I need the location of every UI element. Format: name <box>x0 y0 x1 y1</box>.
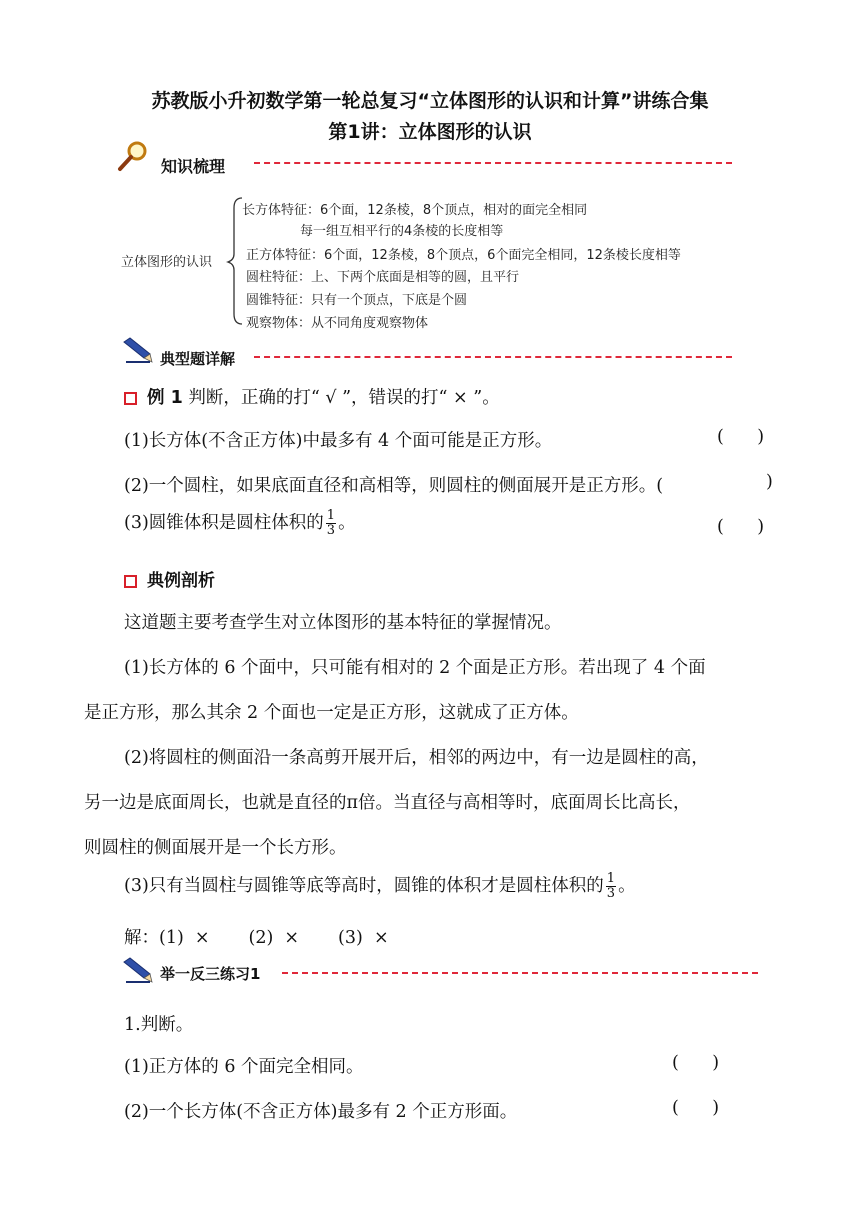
analysis-p2b: 另一边是底面周长，也就是直径的π倍。当直径与高相等时，底面周长比高长， <box>84 793 691 813</box>
example-q3-end: 。 <box>338 513 356 533</box>
tree-cuboid: 长方体特征：6个面，12条棱，8个顶点，相对的面完全相同 <box>242 203 588 218</box>
tree-cube: 正方体特征：6个面，12条棱，8个顶点，6个面完全相同，12条棱长度相等 <box>246 248 681 263</box>
page-title: 苏教版小升初数学第一轮总复习“立体图形的认识和计算”讲练合集 <box>151 90 709 112</box>
answer-blank[interactable]: ( ) <box>672 1053 720 1073</box>
red-square-icon <box>124 575 137 588</box>
fraction-num: 1 <box>326 508 336 523</box>
analysis-p0: 这道题主要考查学生对立体图形的基本特征的掌握情况。 <box>124 613 562 633</box>
analysis-p3-end: 。 <box>618 876 636 896</box>
fraction-one-third <box>326 509 336 538</box>
example-q1: (1)长方体(不含正方体)中最多有 4 个面可能是正方形。 <box>124 431 553 451</box>
red-square-icon <box>124 392 137 405</box>
tree-cone: 圆锥特征：只有一个顶点，下底是个圆 <box>246 293 468 308</box>
analysis-p2a: (2)将圆柱的侧面沿一条高剪开展开后，相邻的两边中，有一边是圆柱的高， <box>124 748 709 768</box>
answer-line: 解：(1) × (2) × (3) × <box>124 928 389 948</box>
fraction-num: 1 <box>606 871 616 886</box>
fraction-den: 3 <box>326 523 336 538</box>
section-divider <box>254 162 732 164</box>
tree-cylinder: 圆柱特征：上、下两个底面是相等的圆，且平行 <box>246 270 520 285</box>
section-analysis <box>124 566 215 591</box>
answer-blank[interactable]: ( ) <box>717 427 765 447</box>
practice-q1: (1)正方体的 6 个面完全相同。 <box>124 1057 364 1077</box>
fraction-one-third <box>606 872 616 901</box>
section-typical: 典型题详解 <box>160 350 236 368</box>
analysis-p2c: 则圆柱的侧面展开是一个长方形。 <box>84 838 347 858</box>
tree-observe: 观察物体：从不同角度观察物体 <box>246 316 429 331</box>
lesson-title: 第1讲：立体图形的认识 <box>328 121 532 143</box>
analysis-p3 <box>124 872 636 901</box>
practice-q2: (2)一个长方体(不含正方体)最多有 2 个正方形面。 <box>124 1102 518 1122</box>
magnifier-icon <box>116 140 150 172</box>
pencil-icon <box>120 956 154 984</box>
section-divider <box>254 356 732 358</box>
analysis-p3-text: (3)只有当圆柱与圆锥等底等高时，圆锥的体积才是圆柱体积的 <box>124 876 604 896</box>
answer-blank-close[interactable]: ) <box>766 472 773 492</box>
example-q3-text: (3)圆锥体积是圆柱体积的 <box>124 513 324 533</box>
practice-q0: 1.判断。 <box>124 1015 194 1035</box>
fraction-den: 3 <box>606 886 616 901</box>
section-analysis-label: 典例剖析 <box>147 571 215 591</box>
answer-blank[interactable]: ( ) <box>717 517 765 537</box>
answer-blank[interactable]: ( ) <box>672 1098 720 1118</box>
example-q3 <box>124 509 356 538</box>
section-knowledge: 知识梳理 <box>161 157 226 176</box>
example-q2: (2)一个圆柱，如果底面直径和高相等，则圆柱的侧面展开是正方形。( <box>124 476 664 496</box>
pencil-icon <box>120 336 154 364</box>
section-practice: 举一反三练习1 <box>160 965 261 983</box>
example-label: 例 1 <box>147 388 183 408</box>
tree-root: 立体图形的认识 <box>121 255 213 270</box>
tree-cuboid-cont: 每一组互相平行的4条棱的长度相等 <box>300 224 504 239</box>
example-header <box>124 384 500 409</box>
section-divider <box>282 972 758 974</box>
example-prompt: 判断，正确的打“ √ ”，错误的打“ × ”。 <box>188 388 500 408</box>
analysis-p1a: (1)长方体的 6 个面中，只可能有相对的 2 个面是正方形。若出现了 4 个面 <box>124 658 706 678</box>
analysis-p1b: 是正方形，那么其余 2 个面也一定是正方形，这就成了正方体。 <box>84 703 579 723</box>
